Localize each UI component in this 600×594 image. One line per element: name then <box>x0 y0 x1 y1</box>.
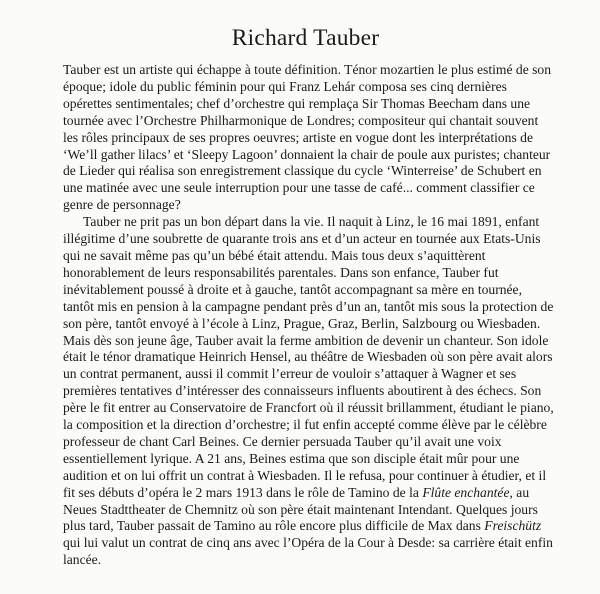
italic-title-text: Flûte enchantée <box>422 484 510 500</box>
paragraph-text: qui lui valut un contrat de cinq ans avec l’Opéra de la Cour à Desde: sa carrière était enfin lancée. <box>63 535 553 568</box>
paragraph-text: , au Neues Stadttheater de Chemnitz où son père était maintenant Intendant. Quelques jours plus tard, Tauber passait de Tamino au rôle encore plus difficile de Max dans <box>63 484 538 534</box>
article-paragraph <box>63 62 556 214</box>
paragraph-text: Tauber ne prit pas un bon départ dans la vie. Il naquit à Linz, le 16 mai 1891, enfant illégitime d’une soubrette de quarante trois ans et d’un acteur en tournée aux Etats-Unis qui ne savait même pas qu’un bébé était attendu. Mais tous deux s’aquittèrent honorablement de leurs responsabilités parentales. Dans son enfance, Tauber fut inévitablement poussé à droite et à gauche, tantôt accompagnant sa mère en tournée, tantôt mis en pension à la campagne pendant près d’un an, tantôt mis sous la protection de son père, tantôt envoyé à l’école à Linz, Prague, Graz, Berlin, Salzbourg ou Wiesbaden. Mais dès son jeune âge, Tauber avait la ferme ambition de devenir un chanteur. Son idole était le ténor dramatique Heinrich Hensel, au théâtre de Wiesbaden où son père avait alors un contrat permanent, aussi il commit l’erreur de vouloir s’attaquer à Wagner et ses premières tentatives d’intéresser des connaisseurs influents aboutirent à des échecs. Son père le fit entrer au Conservatoire de Francfort où il réussit brillamment, étudiant le piano, la composition et la direction d’orchestre; il fut enfin accepté comme élève par le célèbre professeur de chant Carl Beines. Ce dernier persuada Tauber qu’il avait une voix essentiellement lyrique. A 21 ans, Beines estima que son disciple était mûr pour une audition et on lui offrit un contrat à Wiesbaden. Il le refusa, pour continuer à étudier, et il fit ses débuts d’opéra le 2 mars 1913 dans le rôle de Tamino de la <box>63 214 554 500</box>
italic-title-text: Freischütz <box>484 518 542 534</box>
paragraph-text: Tauber est un artiste qui échappe à toute définition. Ténor mozartien le plus estimé de son époque; idole du public féminin pour qui Franz Lehár composa ses cinq dernières opérettes sentimentales; chef d’orchestre qui remplaça Sir Thomas Beecham dans une tournée avec l’Orchestre Philharmonique de Londres; compositeur qui chantait souvent les rôles principaux de ses propres oeuvres; artiste en vogue dont les interprétations de ‘We’ll gather lilacs’ et ‘Sleepy Lagoon’ donnaient la chair de poule aux puristes; chanteur de Lieder qui réalisa son enregistrement classique du cycle ‘Winterreise’ de Schubert en une matinée avec une seule interruption pour une tasse de café... comment classifier ce genre de personnage? <box>63 62 552 213</box>
article-paragraph <box>63 214 556 569</box>
article-body <box>63 62 556 569</box>
page-title: Richard Tauber <box>231 25 380 51</box>
